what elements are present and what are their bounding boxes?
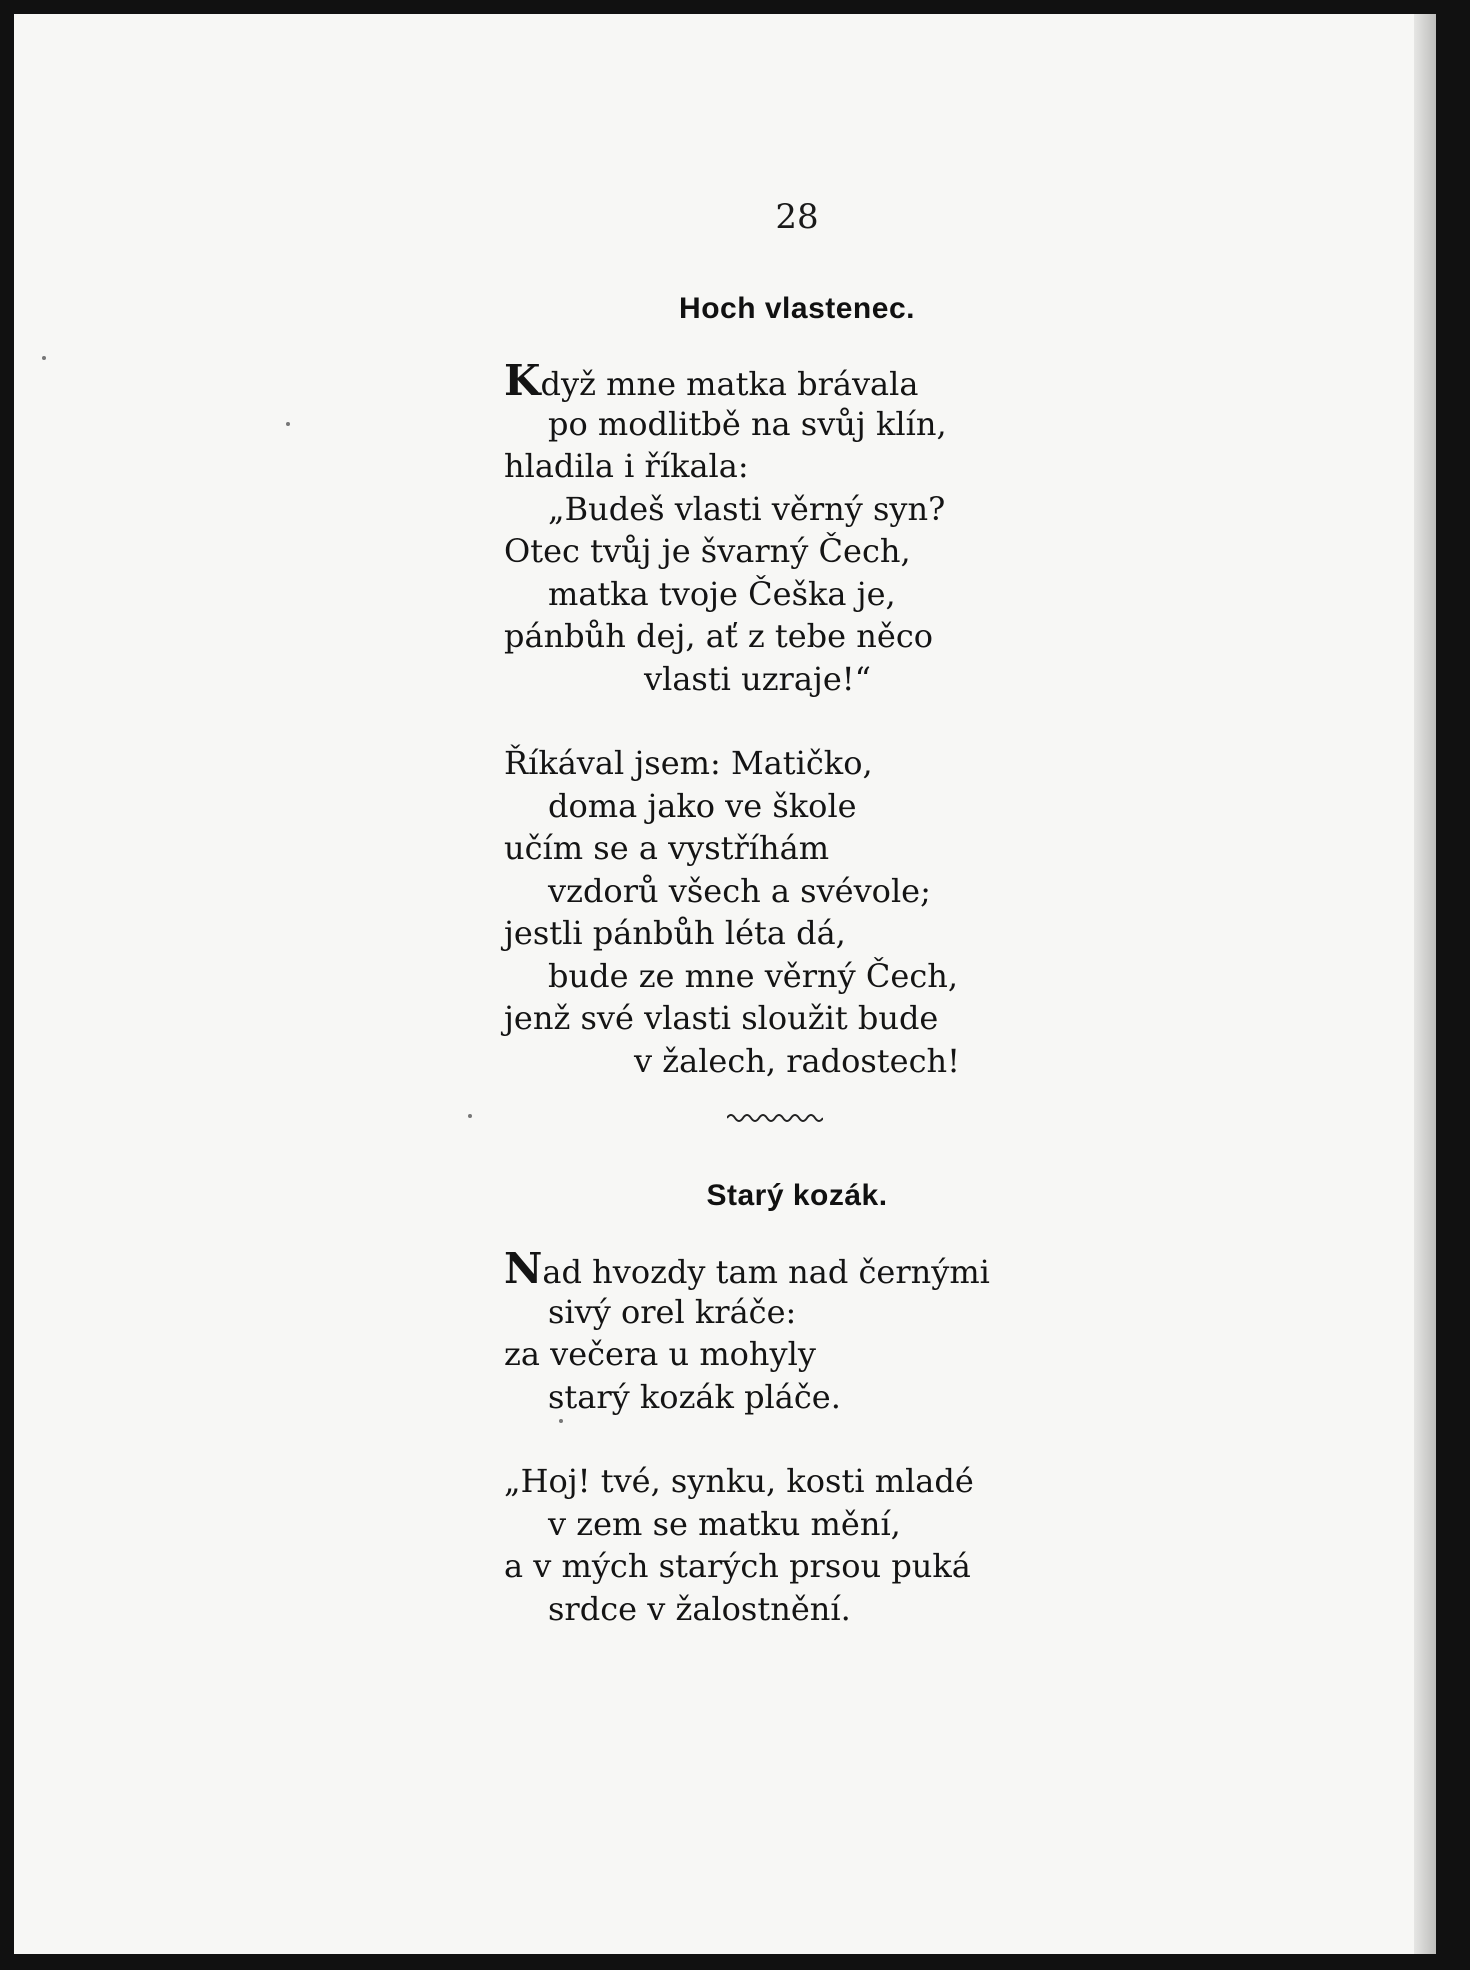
poem-line: pánbůh dej, ať z tebe něco [504,617,933,655]
drop-cap: N [504,1244,543,1293]
poem-line: sivý orel kráče: [548,1292,797,1331]
paper-speck [42,356,46,360]
poem-line: hladila i říkala: [504,447,749,485]
poem-line: učím se a vystříhám [504,829,830,867]
poem-body [504,1244,990,1630]
poem-line: starý kozák pláče. [548,1377,841,1416]
poem-line: vzdorů všech a svévole; [548,871,931,910]
poem-line: a v mých starých prsou puká [504,1547,971,1585]
poem-line: doma jako ve škole [548,786,857,825]
poem-title: Hoch vlastenec. [679,292,915,325]
poem-line: v žalech, radostech! [634,1041,960,1080]
poem-line: srdce v žalostnění. [548,1589,851,1628]
drop-cap: K [504,356,541,405]
poem-line: „Hoj! tvé, synku, kosti mladé [504,1462,974,1500]
poem-line: jestli pánbůh léta dá, [504,914,846,952]
poem-line: Říkával jsem: Matičko, [504,744,873,782]
poem-line [504,356,960,405]
poem-body [504,356,960,1082]
poem-line: v zem se matku mění, [548,1504,901,1543]
poem-line: po modlitbě na svůj klín, [548,404,947,443]
poem-line: za večera u mohyly [504,1335,816,1373]
poem-line: bude ze mne věrný Čech, [548,956,959,995]
book-page [14,14,1436,1954]
page-number: 28 [775,197,819,237]
paper-speck [286,422,290,426]
poem-line: jenž své vlasti sloužit bude [504,999,939,1037]
poem-line-text: ad hvozdy tam nad černými [542,1253,990,1291]
poem-line [504,1244,990,1293]
paper-speck [468,1114,472,1118]
section-divider-ornament [727,1112,823,1124]
stanza-gap [504,1418,990,1460]
poem-title: Starý kozák. [706,1179,888,1212]
poem-line: „Budeš vlasti věrný syn? [548,489,946,528]
poem-line: vlasti uzraje!“ [644,659,871,698]
poem-line-text: dyž mne matka brávala [540,365,919,403]
poem-line: matka tvoje Češka je, [548,574,896,613]
stanza-gap [504,700,960,742]
poem-line: Otec tvůj je švarný Čech, [504,532,911,570]
